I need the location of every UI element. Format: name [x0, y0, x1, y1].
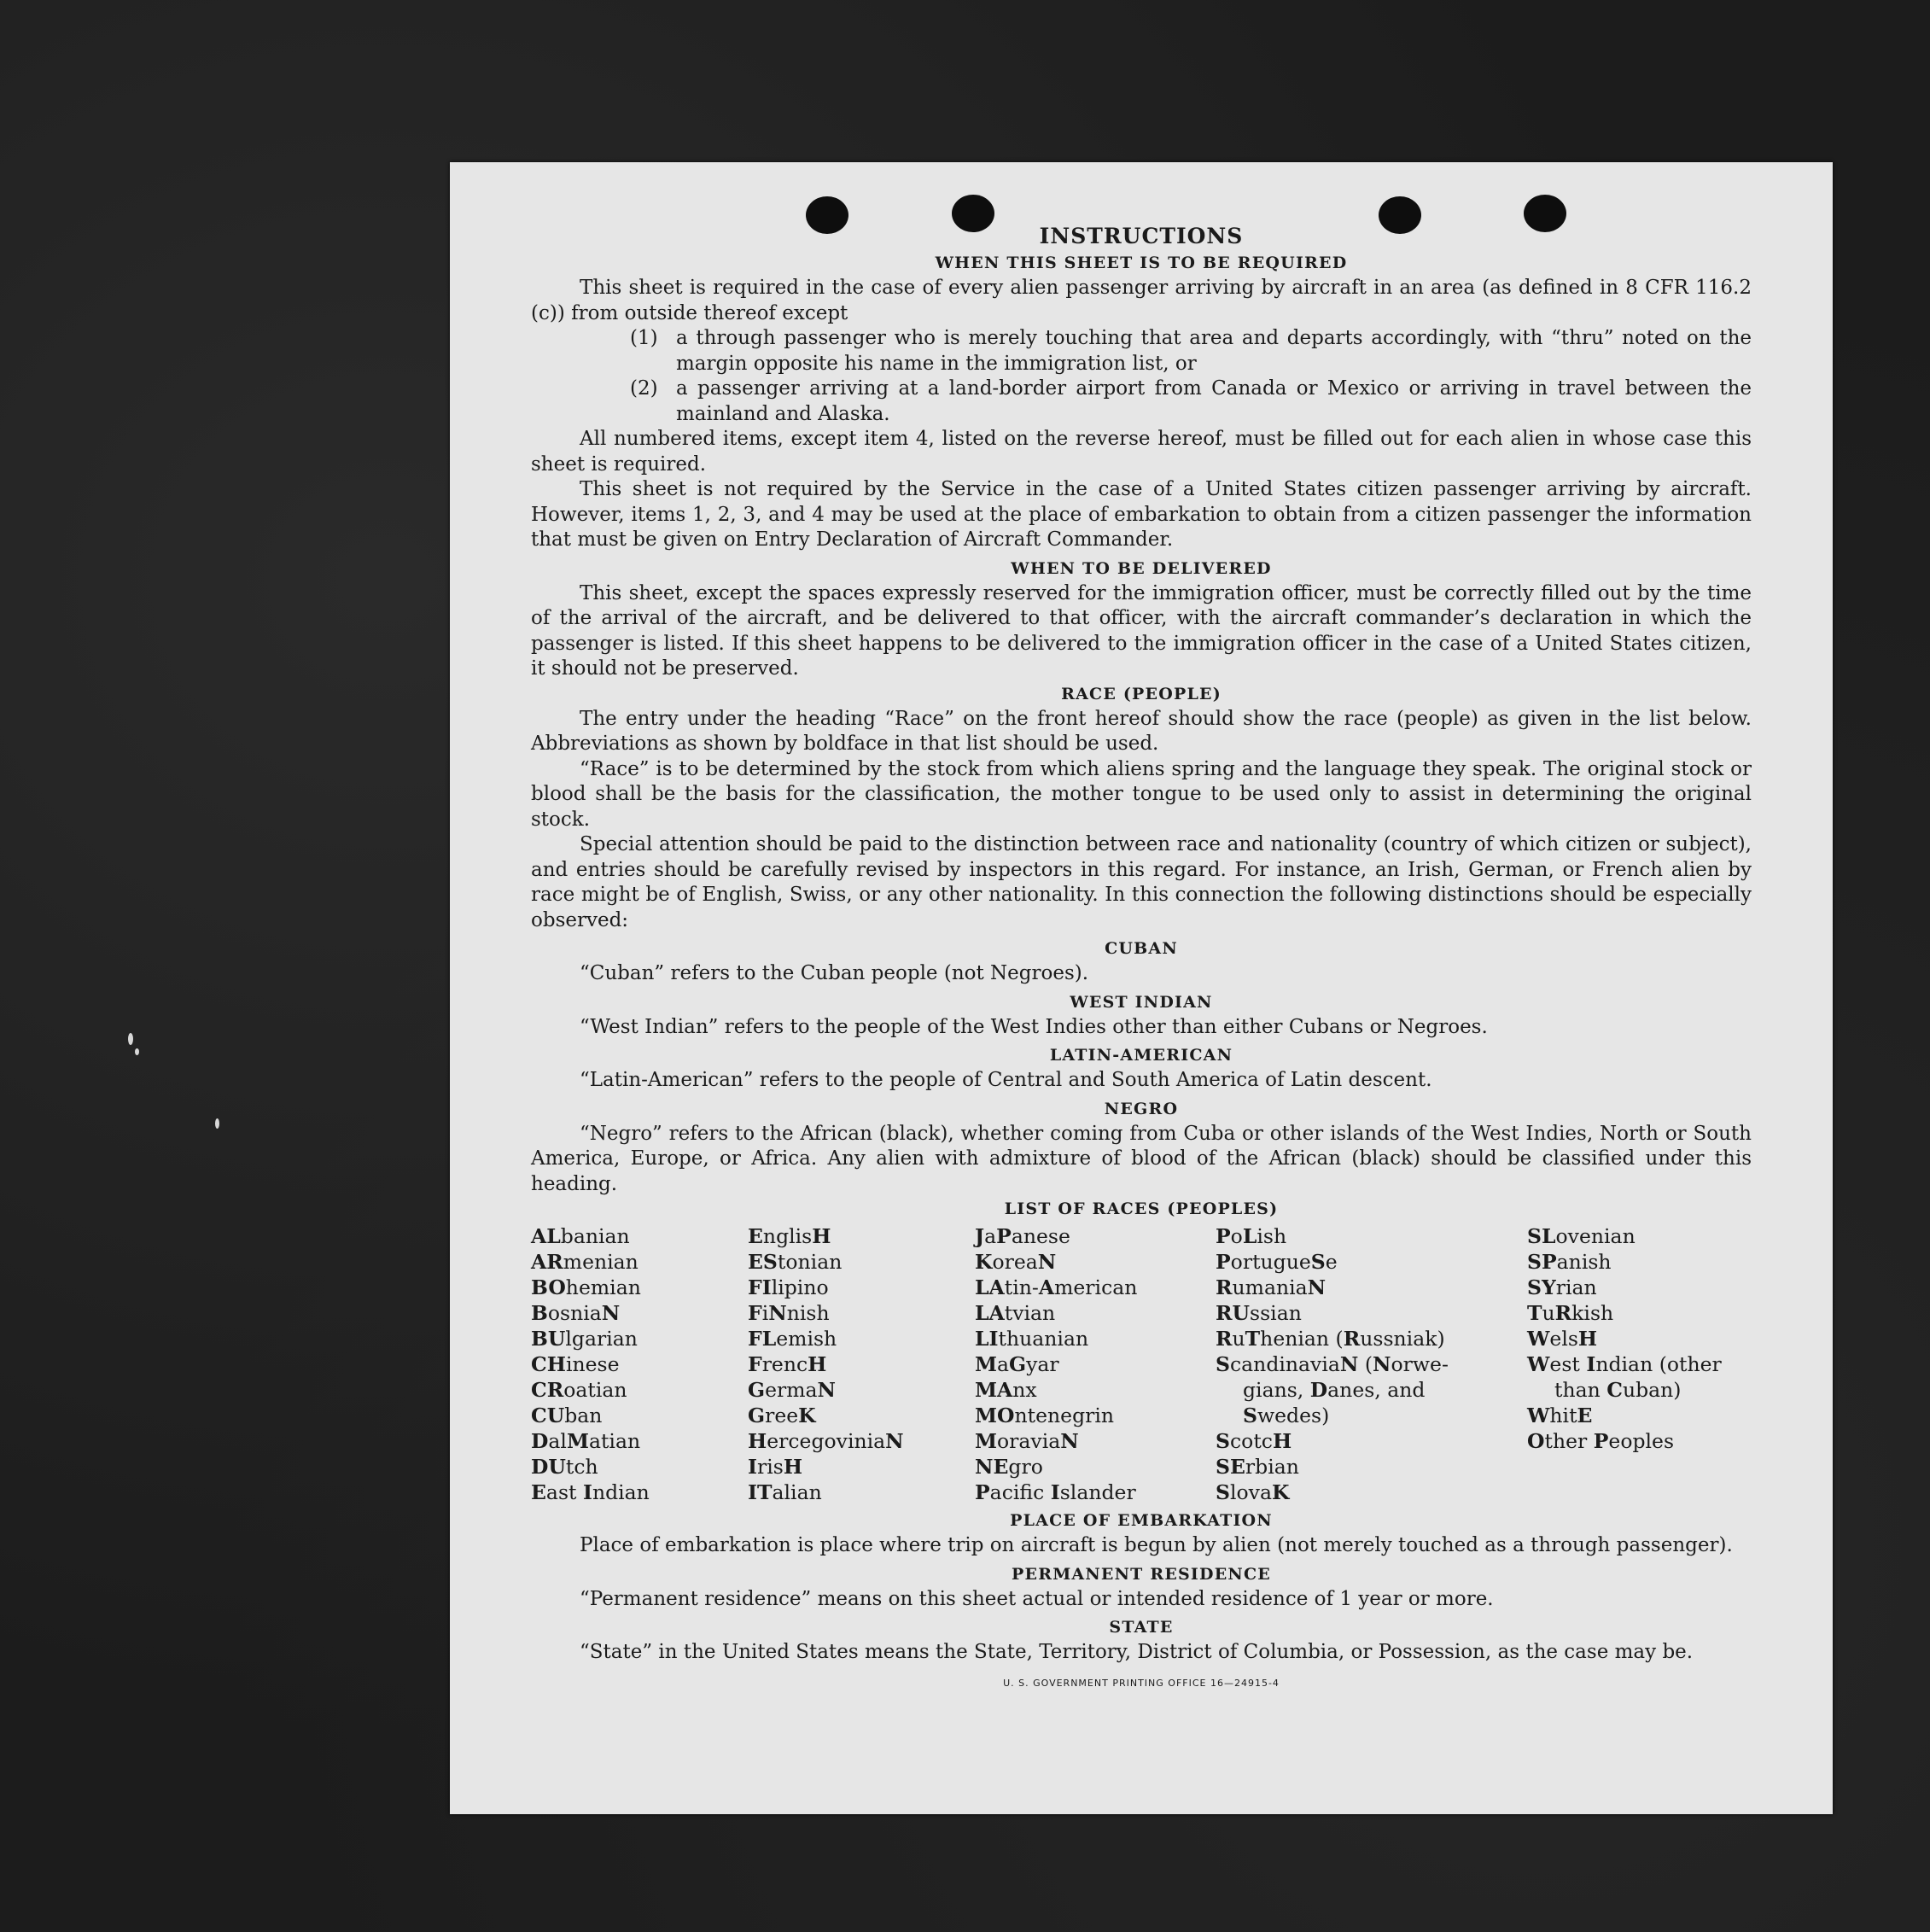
dust-speck	[215, 1118, 219, 1129]
race-entry: LAtvian	[975, 1301, 1056, 1325]
paragraph: “State” in the United States means the State, Territory, District of Columbia, or Possession, as the case may be.	[580, 1641, 1694, 1663]
section-heading-state: STATE	[1109, 1618, 1174, 1637]
item-number: (2)	[630, 377, 658, 400]
paragraph: This sheet, except the spaces expressly reserved for the immigration officer, must be correctly filled out by the time of the arrival of the aircraft, and be delivered to that officer, with the aircraft commander’s declaration in which the passenger is listed. If this sheet happens to be delivered to the immigration officer in the case of a United States citizen, it should not be preserved.	[531, 581, 1752, 680]
races-column	[748, 1223, 975, 1505]
section-heading-west-indian: WEST INDIAN	[1070, 992, 1213, 1012]
race-entry: CUban	[531, 1404, 603, 1427]
paragraph: “Cuban” refers to the Cuban people (not Negroes).	[580, 962, 1089, 984]
race-entry: BOhemian	[531, 1275, 641, 1299]
race-entry: IrisH	[748, 1455, 803, 1479]
paragraph: “Permanent residence” means on this sheet actual or intended residence of 1 year or more.	[580, 1587, 1494, 1610]
race-entry: ITalian	[748, 1480, 822, 1504]
race-entry: ALbanian	[531, 1224, 630, 1248]
item-text: a through passenger who is merely touching that area and departs accordingly, with “thru” noted on the margin opposite his name in the immigration list, or	[676, 327, 1752, 375]
exception-item	[630, 326, 1752, 376]
race-entry: Swedes)	[1243, 1404, 1330, 1427]
race-entry: EnglisH	[748, 1224, 831, 1248]
dust-speck	[128, 1033, 133, 1045]
race-entry: DalMatian	[531, 1429, 641, 1453]
paragraph: “Race” is to be determined by the stock from which aliens spring and the language they speak. The original stock or blood shall be the basis for the classification, the mother tongue to be used only to assist in determining the original stock.	[531, 757, 1752, 831]
race-entry: SlovaK	[1216, 1480, 1290, 1504]
paragraph: This sheet is not required by the Service in the case of a United States citizen passenger arriving by aircraft. However, items 1, 2, 3, and 4 may be used at the place of embarkation to obtain from a citizen passenger the information that must be given on Entry Declaration of Aircraft Commander.	[531, 478, 1752, 551]
race-entry: HercegoviniaN	[748, 1429, 904, 1453]
race-entry: BosniaN	[531, 1301, 621, 1325]
race-entry: KoreaN	[975, 1250, 1057, 1274]
race-entry: ScandinaviaN (Norwe-	[1216, 1352, 1449, 1376]
race-entry: MOntenegrin	[975, 1404, 1115, 1427]
race-entry: LIthuanian	[975, 1327, 1089, 1351]
races-column	[975, 1223, 1216, 1505]
paragraph: The entry under the heading “Race” on the front hereof should show the race (people) as given in the list below. Abbreviations as shown by boldface in that list should be used.	[531, 707, 1752, 755]
race-entry: BUlgarian	[531, 1327, 638, 1351]
dust-speck	[135, 1048, 139, 1055]
sheet-content	[531, 222, 1752, 1696]
race-entry: GreeK	[748, 1404, 816, 1427]
race-entry: RuThenian (Russniak)	[1216, 1327, 1445, 1351]
section-heading-latin-american: LATIN-AMERICAN	[1049, 1046, 1233, 1065]
race-entry: MAnx	[975, 1378, 1037, 1402]
paragraph: “Negro” refers to the African (black), whether coming from Cuba or other islands of the West Indies, North or South America, Europe, or Africa. Any alien with admixture of blood of the African (black) should be classified under this heading.	[531, 1122, 1752, 1195]
exception-item	[630, 376, 1752, 427]
race-entry: NEgro	[975, 1455, 1043, 1479]
races-column	[1216, 1223, 1527, 1505]
race-entry: PoLish	[1216, 1224, 1287, 1248]
paragraph: “West Indian” refers to the people of the West Indies other than either Cubans or Negroes.	[580, 1015, 1488, 1038]
race-entry: PortugueSe	[1216, 1250, 1338, 1274]
race-entry: MoraviaN	[975, 1429, 1079, 1453]
race-entry: MaGyar	[975, 1352, 1059, 1376]
printing-office-footer: U. S. GOVERNMENT PRINTING OFFICE 16—24915-4	[1003, 1677, 1280, 1689]
race-entry: LAtin-American	[975, 1275, 1138, 1299]
section-heading-delivered: WHEN TO BE DELIVERED	[1011, 558, 1272, 578]
race-entry: gians, Danes, and	[1243, 1378, 1426, 1402]
race-entry: TuRkish	[1527, 1301, 1614, 1325]
race-entry: Pacifc Islander	[975, 1480, 1136, 1504]
races-list	[531, 1223, 1752, 1505]
race-entry: FiNnish	[748, 1301, 830, 1325]
race-entry: Other Peoples	[1527, 1429, 1675, 1453]
race-entry: ARmenian	[531, 1250, 638, 1274]
race-entry: SErbian	[1216, 1455, 1299, 1479]
document-title: INSTRUCTIONS	[1039, 224, 1244, 248]
races-column	[1527, 1223, 1752, 1505]
race-entry: ScotcH	[1216, 1429, 1292, 1453]
race-entry: WhitE	[1527, 1404, 1593, 1427]
section-heading-negro: NEGRO	[1104, 1099, 1179, 1118]
race-entry: RUssian	[1216, 1301, 1302, 1325]
paragraph: This sheet is required in the case of every alien passenger arriving by aircraft in an area (as defined in 8 CFR 116.2 (c)) from outside thereof except	[531, 277, 1752, 324]
paragraph: “Latin-American” refers to the people of Central and South America of Latin descent.	[580, 1069, 1432, 1091]
paragraph: Special attention should be paid to the distinction between race and nationality (country of which citizen or subject), and entries should be carefully revised by inspectors in this regard. For instance, an Irish, German, or French alien by race might be of English, Swiss, or any other nationality. In this connection the following distinctions should be especially observed:	[531, 833, 1752, 931]
paragraph: All numbered items, except item 4, listed on the reverse hereof, must be filled out for each alien in whose case this sheet is required.	[531, 428, 1752, 476]
section-heading-embarkation: PLACE OF EMBARKATION	[1010, 1511, 1273, 1530]
race-entry: JaPanese	[975, 1224, 1070, 1248]
race-entry: SPanish	[1527, 1250, 1612, 1274]
race-entry: SYrian	[1527, 1275, 1597, 1299]
section-heading-race: RACE (PEOPLE)	[1061, 684, 1222, 703]
race-entry: RumaniaN	[1216, 1275, 1327, 1299]
item-number: (1)	[630, 327, 658, 349]
race-entry: WelsH	[1527, 1327, 1598, 1351]
race-entry: FLemish	[748, 1327, 837, 1351]
paragraph: Place of embarkation is place where trip on aircraft is begun by alien (not merely touched as a through passenger).	[580, 1534, 1733, 1556]
instruction-sheet	[450, 162, 1833, 1814]
race-entry: DUtch	[531, 1455, 598, 1479]
race-entry: CRoatian	[531, 1378, 627, 1402]
race-entry: East Indian	[531, 1480, 650, 1504]
section-heading-cuban: CUBAN	[1105, 939, 1178, 958]
item-text: a passenger arriving at a land-border airport from Canada or Mexico or arriving in travel between the mainland and Alaska.	[676, 377, 1752, 425]
race-entry: EStonian	[748, 1250, 843, 1274]
race-entry: CHinese	[531, 1352, 620, 1376]
section-heading-residence: PERMANENT RESIDENCE	[1012, 1564, 1271, 1584]
race-entry: West Indian (other	[1527, 1352, 1722, 1376]
race-entry: FIlipino	[748, 1275, 829, 1299]
race-entry: FrencH	[748, 1352, 827, 1376]
list-of-races-heading: LIST OF RACES (PEOPLES)	[1004, 1199, 1279, 1218]
race-entry: than Cuban)	[1554, 1378, 1682, 1402]
race-entry: GermaN	[748, 1378, 837, 1402]
race-entry: SLovenian	[1527, 1224, 1636, 1248]
section-heading-required: WHEN THIS SHEET IS TO BE REQUIRED	[935, 254, 1348, 272]
races-column	[531, 1223, 748, 1505]
